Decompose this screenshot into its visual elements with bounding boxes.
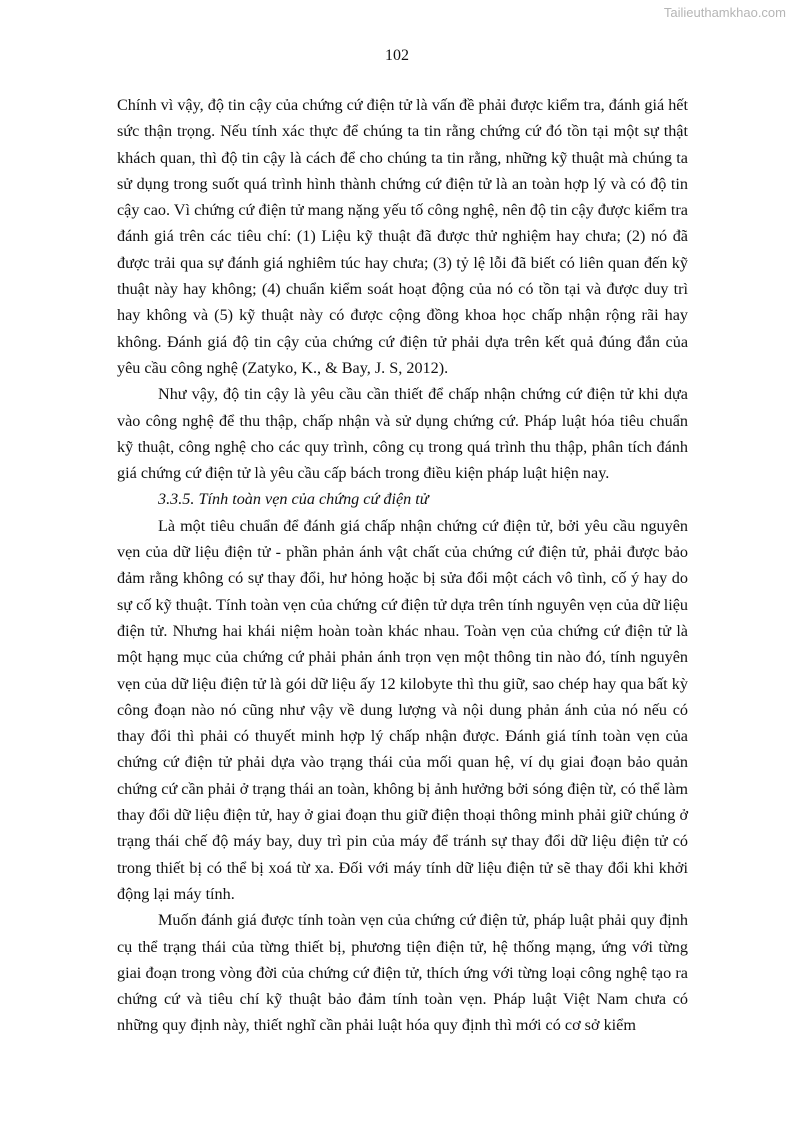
paragraph-reliability-conclusion: Như vậy, độ tin cậy là yêu cầu cần thiết để chấp nhận chứng cứ điện tử khi dựa vào công nghệ để thu thập, chấp nhận và sử dụng chứng cứ. Pháp luật hóa tiêu chuẩn kỹ thuật, công nghệ cho các quy trình, công cụ trong quá trình thu thập, phân tích đánh giá chứng cứ điện tử là yêu cầu cấp bách trong điều kiện pháp luật hiện nay. <box>117 385 688 483</box>
paragraph-reliability: Chính vì vậy, độ tin cậy của chứng cứ điện tử là vấn đề phải được kiểm tra, đánh giá hết sức thận trọng. Nếu tính xác thực để chúng ta tin rằng chứng cứ đó tồn tại một sự thật khách quan, thì độ tin cậy là cách để cho chúng ta tin rằng, những kỹ thuật mà chúng ta sử dụng trong suốt quá trình hình thành chứng cứ điện tử là an toàn hợp lý và có độ tin cậy cao. Vì chứng cứ điện tử mang nặng yếu tố công nghệ, nên độ tin cậy được kiểm tra đánh giá trên các tiêu chí: (1) Liệu kỹ thuật đã được thử nghiệm hay chưa; (2) nó đã được trải qua sự đánh giá nghiêm túc hay chưa; (3) tỷ lệ lỗi đã biết có liên quan đến kỹ thuật này hay không; (4) chuẩn kiểm soát hoạt động của nó có tồn tại và được duy trì hay không và (5) kỹ thuật này có được cộng đồng khoa học chấp nhận rộng rãi hay không. Đánh giá độ tin cậy của chứng cứ điện tử phải dựa trên kết quả đúng đắn của yêu cầu công nghệ (Zatyko, K., & Bay, J. S, 2012). <box>117 96 688 377</box>
section-heading: 3.3.5. Tính toàn vẹn của chứng cứ điện tử <box>158 490 429 509</box>
document-body <box>117 92 688 1039</box>
page-number: 102 <box>385 47 409 64</box>
paragraph-integrity: Là một tiêu chuẩn để đánh giá chấp nhận chứng cứ điện tử, bởi yêu cầu nguyên vẹn của dữ liệu điện tử - phần phản ánh vật chất của chứng cứ điện tử, phải được bảo đảm rằng không có sự thay đổi, hư hỏng hoặc bị sửa đổi một cách vô tình, cố ý hay do sự cố kỹ thuật. Tính toàn vẹn của chứng cứ điện tử dựa trên tính nguyên vẹn của dữ liệu điện tử. Nhưng hai khái niệm hoàn toàn khác nhau. Toàn vẹn của chứng cứ điện tử là một hạng mục của chứng cứ phải phản ánh trọn vẹn một thông tin nào đó, tính nguyên vẹn của dữ liệu điện tử là gói dữ liệu ấy 12 kilobyte thì thu giữ, sao chép hay qua bất kỳ công đoạn nào nó cũng như vậy về dung lượng và nội dung phản ánh của nó nếu có thay đổi thì phải có thuyết minh hợp lý chấp nhận được. Đánh giá tính toàn vẹn của chứng cứ điện tử phải dựa vào trạng thái của mối quan hệ, ví dụ giai đoạn bảo quản chứng cứ cần phải ở trạng thái an toàn, không bị ảnh hưởng bởi sóng điện từ, có thể làm thay đổi dữ liệu điện tử, hay ở giai đoạn thu giữ điện thoại thông minh phải giữ chúng ở trạng thái chế độ máy bay, duy trì pin của máy để tránh sự thay đổi dữ liệu điện tử có trong thiết bị có thể bị xoá từ xa. Đối với máy tính dữ liệu điện tử sẽ thay đổi khi khởi động lại máy tính. <box>117 516 689 903</box>
watermark: Tailieuthamkhao.com <box>663 5 786 20</box>
paragraph-integrity-law: Muốn đánh giá được tính toàn vẹn của chứng cứ điện tử, pháp luật phải quy định cụ thể trạng thái của từng thiết bị, phương tiện điện tử, hệ thống mạng, ứng với từng giai đoạn trong vòng đời của chứng cứ điện tử, thích ứng với từng loại công nghệ tạo ra chứng cứ và tiêu chí kỹ thuật bảo đảm tính toàn vẹn. Pháp luật Việt Nam chưa có những quy định này, thiết nghĩ cần phải luật hóa quy định thì mới có cơ sở kiểm <box>117 911 688 1035</box>
